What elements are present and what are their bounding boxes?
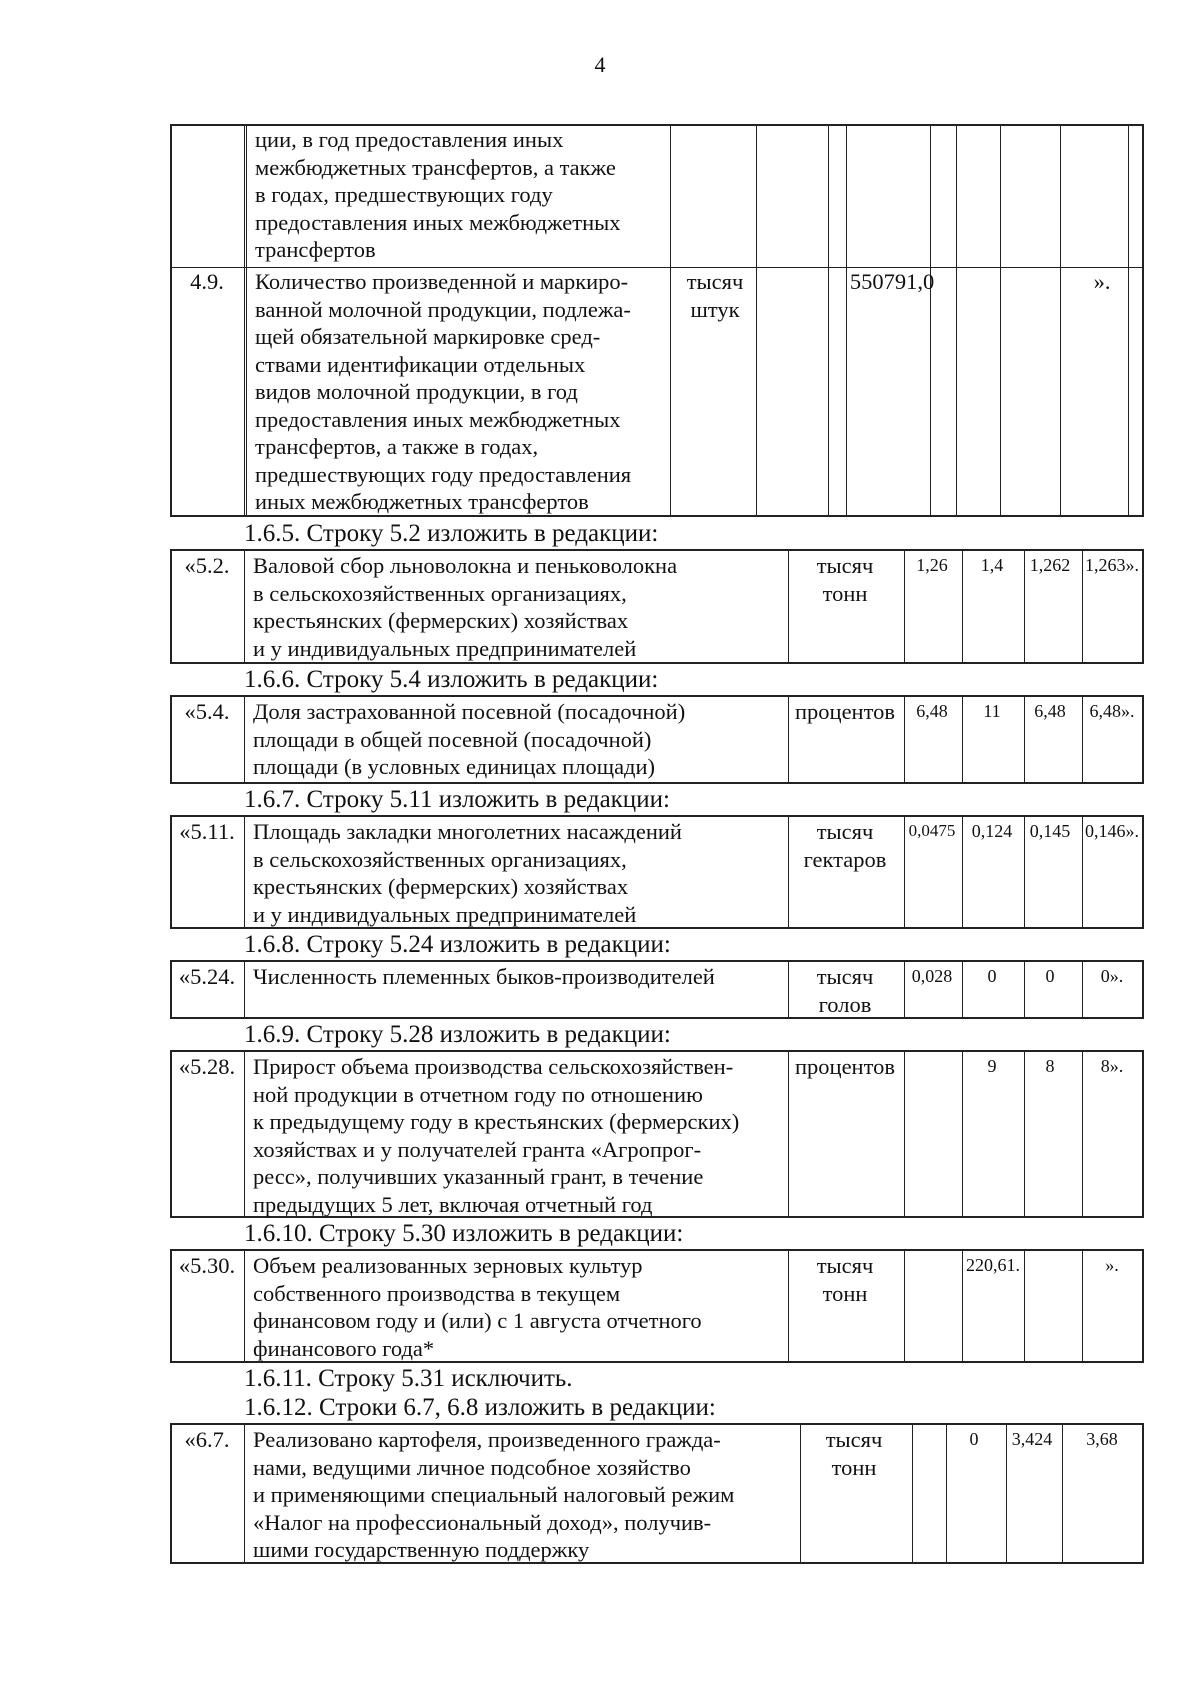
value-cell: 8: [1045, 1056, 1055, 1076]
value-cell: 9: [987, 1056, 997, 1076]
value-cell: 0,145: [1029, 821, 1071, 841]
value-cell: 6,48».: [1089, 701, 1135, 721]
value-cell: 0,028: [911, 966, 953, 986]
value-cell: 1,262: [1029, 555, 1071, 575]
value-cell: 0».: [1100, 966, 1124, 986]
value-cell: 0: [1045, 966, 1055, 986]
table-row-text: ции, в год предоставления иных межбюджетных трансфертов, а также в годах, предшествующих году предоставления иных межбюджетных трансфертов: [255, 127, 621, 262]
value-cell: 550791,0: [849, 269, 935, 294]
value-cell: 1,263».: [1085, 555, 1139, 575]
unit-cell: тысяч тонн: [816, 1253, 874, 1306]
section-heading: 1.6.10. Строку 5.30 изложить в редакции:: [244, 1220, 684, 1247]
page-number: 4: [594, 52, 606, 77]
section-heading: 1.6.11. Строку 5.31 исключить.: [244, 1365, 573, 1392]
value-cell: 8».: [1100, 1056, 1124, 1076]
table-row-text: Количество произведенной и маркиро- ванной молочной продукции, подлежа- щей обязательной маркировке сред- ствами идентификации отдельных видов молочной продукции, в год предоставления иных межбюджетных трансфертов, а также в годах, предшествующих году предоставления иных межбюджетных трансфертов: [255, 269, 632, 514]
section-heading: 1.6.6. Строку 5.4 изложить в редакции:: [244, 666, 659, 693]
table-row-text: Численность племенных быков-производителей: [253, 964, 715, 989]
section-heading: 1.6.9. Строку 5.28 изложить в редакции:: [244, 1021, 671, 1048]
value-cell: 6,48: [916, 701, 948, 721]
unit-cell: тысяч тонн: [816, 553, 874, 606]
row-number: «5.28.: [178, 1054, 236, 1079]
value-cell: 11: [983, 701, 1001, 721]
value-cell: 0: [969, 1429, 979, 1449]
row-number: «5.24.: [178, 964, 236, 989]
section-heading: 1.6.8. Строку 5.24 изложить в редакции:: [244, 931, 671, 958]
unit-cell: тысяч гектаров: [803, 819, 887, 872]
value-cell: 0,0475: [908, 821, 956, 840]
table-row-text: Прирост объема производства сельскохозяйствен- ной продукции в отчетном году по отношению к предыдущему году в крестьянских (фермерских) хозяйствах и у получателей гранта «Агропрог- ресс», получивших указанный грант, в течение предыдущих 5 лет, включая отчетный год: [253, 1054, 740, 1217]
table-row-text: Валовой сбор льноволокна и пеньковолокна в сельскохозяйственных организациях, крестьянских (фермерских) хозяйствах и у индивидуальных предпринимателей: [253, 553, 678, 661]
table-row-text: Доля застрахованной посевной (посадочной) площади в общей посевной (посадочной) площади (в условных единицах площади): [253, 699, 686, 779]
row-number: «6.7.: [184, 1427, 230, 1452]
value-cell: 1,26: [916, 555, 948, 575]
value-cell: 3,424: [1011, 1429, 1053, 1449]
value-cell: 0,146».: [1085, 821, 1139, 841]
value-cell: 220,61.: [966, 1255, 1020, 1275]
row-number: «5.11.: [179, 819, 235, 844]
value-cell: 0,124: [971, 821, 1013, 841]
unit-cell: тысяч тонн: [825, 1427, 883, 1480]
table-row-text: Площадь закладки многолетних насаждений в сельскохозяйственных организациях, крестьянских (фермерских) хозяйствах и у индивидуальных предпринимателей: [253, 819, 682, 927]
unit-cell: процентов: [794, 1054, 896, 1079]
value-cell: 1,4: [980, 555, 1004, 575]
section-heading: 1.6.12. Строки 6.7, 6.8 изложить в редакции:: [244, 1394, 716, 1421]
row-number: «5.30.: [178, 1253, 236, 1278]
row-number: 4.9.: [190, 269, 224, 294]
section-heading: 1.6.5. Строку 5.2 изложить в редакции:: [244, 520, 659, 547]
unit-cell: тысяч штук: [686, 269, 744, 322]
table-row-text: Реализовано картофеля, произведенного гражда- нами, ведущими личное подсобное хозяйство и применяющими специальный налоговый режим «Налог на профессиональный доход», получив- шими государственную поддержку: [253, 1427, 735, 1562]
row-number: «5.2.: [184, 553, 230, 578]
value-cell: 3,68: [1086, 1429, 1118, 1449]
unit-cell: процентов: [794, 699, 896, 724]
unit-cell: тысяч голов: [816, 964, 874, 1017]
row-number: «5.4.: [184, 699, 230, 724]
value-cell: 0: [987, 966, 997, 986]
value-cell: 6,48: [1034, 701, 1066, 721]
table-row-text: Объем реализованных зерновых культур собственного производства в текущем финансовом году и (или) с 1 августа отчетного финансового года*: [253, 1253, 702, 1361]
value-cell: ».: [1093, 269, 1111, 294]
value-cell: ».: [1105, 1255, 1119, 1275]
section-heading: 1.6.7. Строку 5.11 изложить в редакции:: [244, 786, 670, 813]
